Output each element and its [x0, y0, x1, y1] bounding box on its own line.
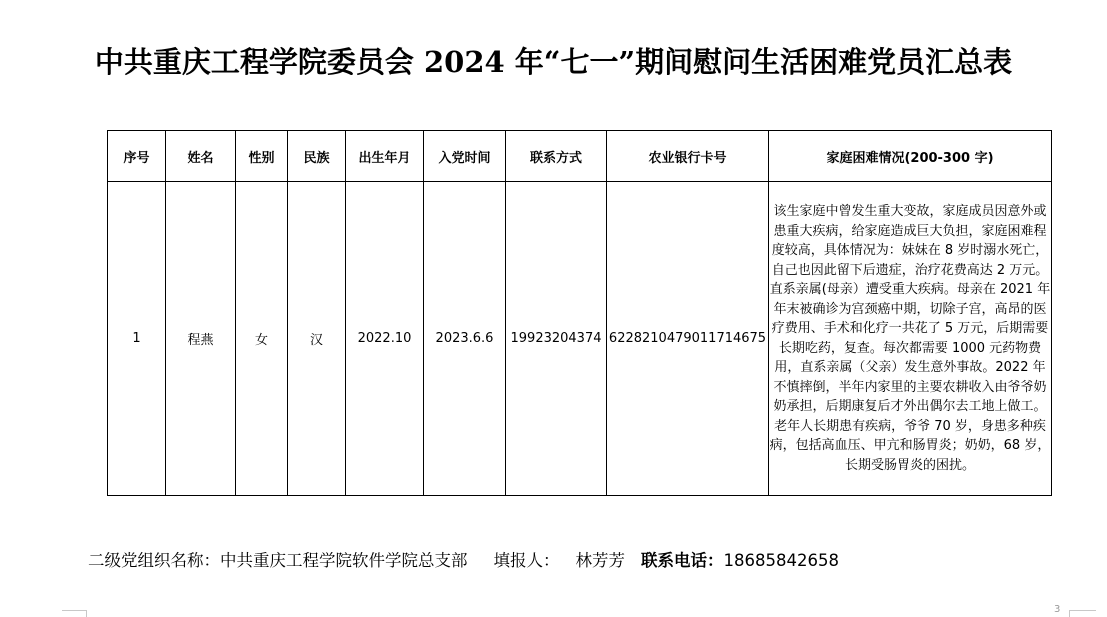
summary-table: [107, 130, 1052, 496]
cell-birth: 2022.10: [346, 182, 424, 496]
filler-value: 林芳芳: [575, 551, 625, 570]
cell-gender: 女: [236, 182, 288, 496]
header-contact: 联系方式: [506, 131, 607, 182]
header-join-date: 入党时间: [424, 131, 506, 182]
footer-info: [88, 547, 839, 571]
header-index: 序号: [108, 131, 166, 182]
page-corner-mark-left: [62, 610, 87, 617]
org-value: 中共重庆工程学院软件学院总支部: [220, 551, 468, 570]
header-ethnicity: 民族: [288, 131, 346, 182]
filler-label: 填报人：: [493, 551, 560, 570]
header-birth: 出生年月: [346, 131, 424, 182]
cell-contact: 19923204374: [506, 182, 607, 496]
table-row: [108, 182, 1052, 496]
cell-situation: 该生家庭中曾发生重大变故，家庭成员因意外或患重大疾病，给家庭造成巨大负担，家庭困难程度较高，具体情况为：妹妹在 8 岁时溺水死亡，自己也因此留下后遗症，治疗花费高达 2 万元。直系亲属(母亲）遭受重大疾病。母亲在 2021 年年末被确诊为宫颈癌中期，切除子宫，高昂的医疗费用、手术和化疗一共花了 5 万元，后期需要长期吃药，复查。每次都需要 1000 元药物费用，直系亲属（父亲）发生意外事故。2022 年不慎摔倒，半年内家里的主要农耕收入由爷爷奶奶承担，后期康复后才外出偶尔去工地上做工。老年人长期患有疾病，爷爷 70 岁，身患多种疾病，包括高血压、甲亢和肠胃炎；奶奶，68 岁，长期受肠胃炎的困扰。: [769, 182, 1052, 496]
cell-ethnicity: 汉: [288, 182, 346, 496]
cell-bank-card: 6228210479011714675: [607, 182, 769, 496]
phone-value: 18685842658: [723, 551, 839, 570]
header-name: 姓名: [166, 131, 236, 182]
phone-label: 联系电话：: [641, 551, 724, 570]
org-label: 二级党组织名称：: [88, 551, 220, 570]
cell-name: 程燕: [166, 182, 236, 496]
header-gender: 性别: [236, 131, 288, 182]
cell-join-date: 2023.6.6: [424, 182, 506, 496]
table-header-row: [108, 131, 1052, 182]
header-situation: 家庭困难情况(200-300 字): [769, 131, 1052, 182]
header-bank-card: 农业银行卡号: [607, 131, 769, 182]
page-corner-mark-right: [1069, 610, 1096, 617]
cell-index: 1: [108, 182, 166, 496]
page-number: 3: [1054, 604, 1061, 615]
page-title: 中共重庆工程学院委员会 2024 年“七一”期间慰问生活困难党员汇总表: [94, 45, 1013, 79]
